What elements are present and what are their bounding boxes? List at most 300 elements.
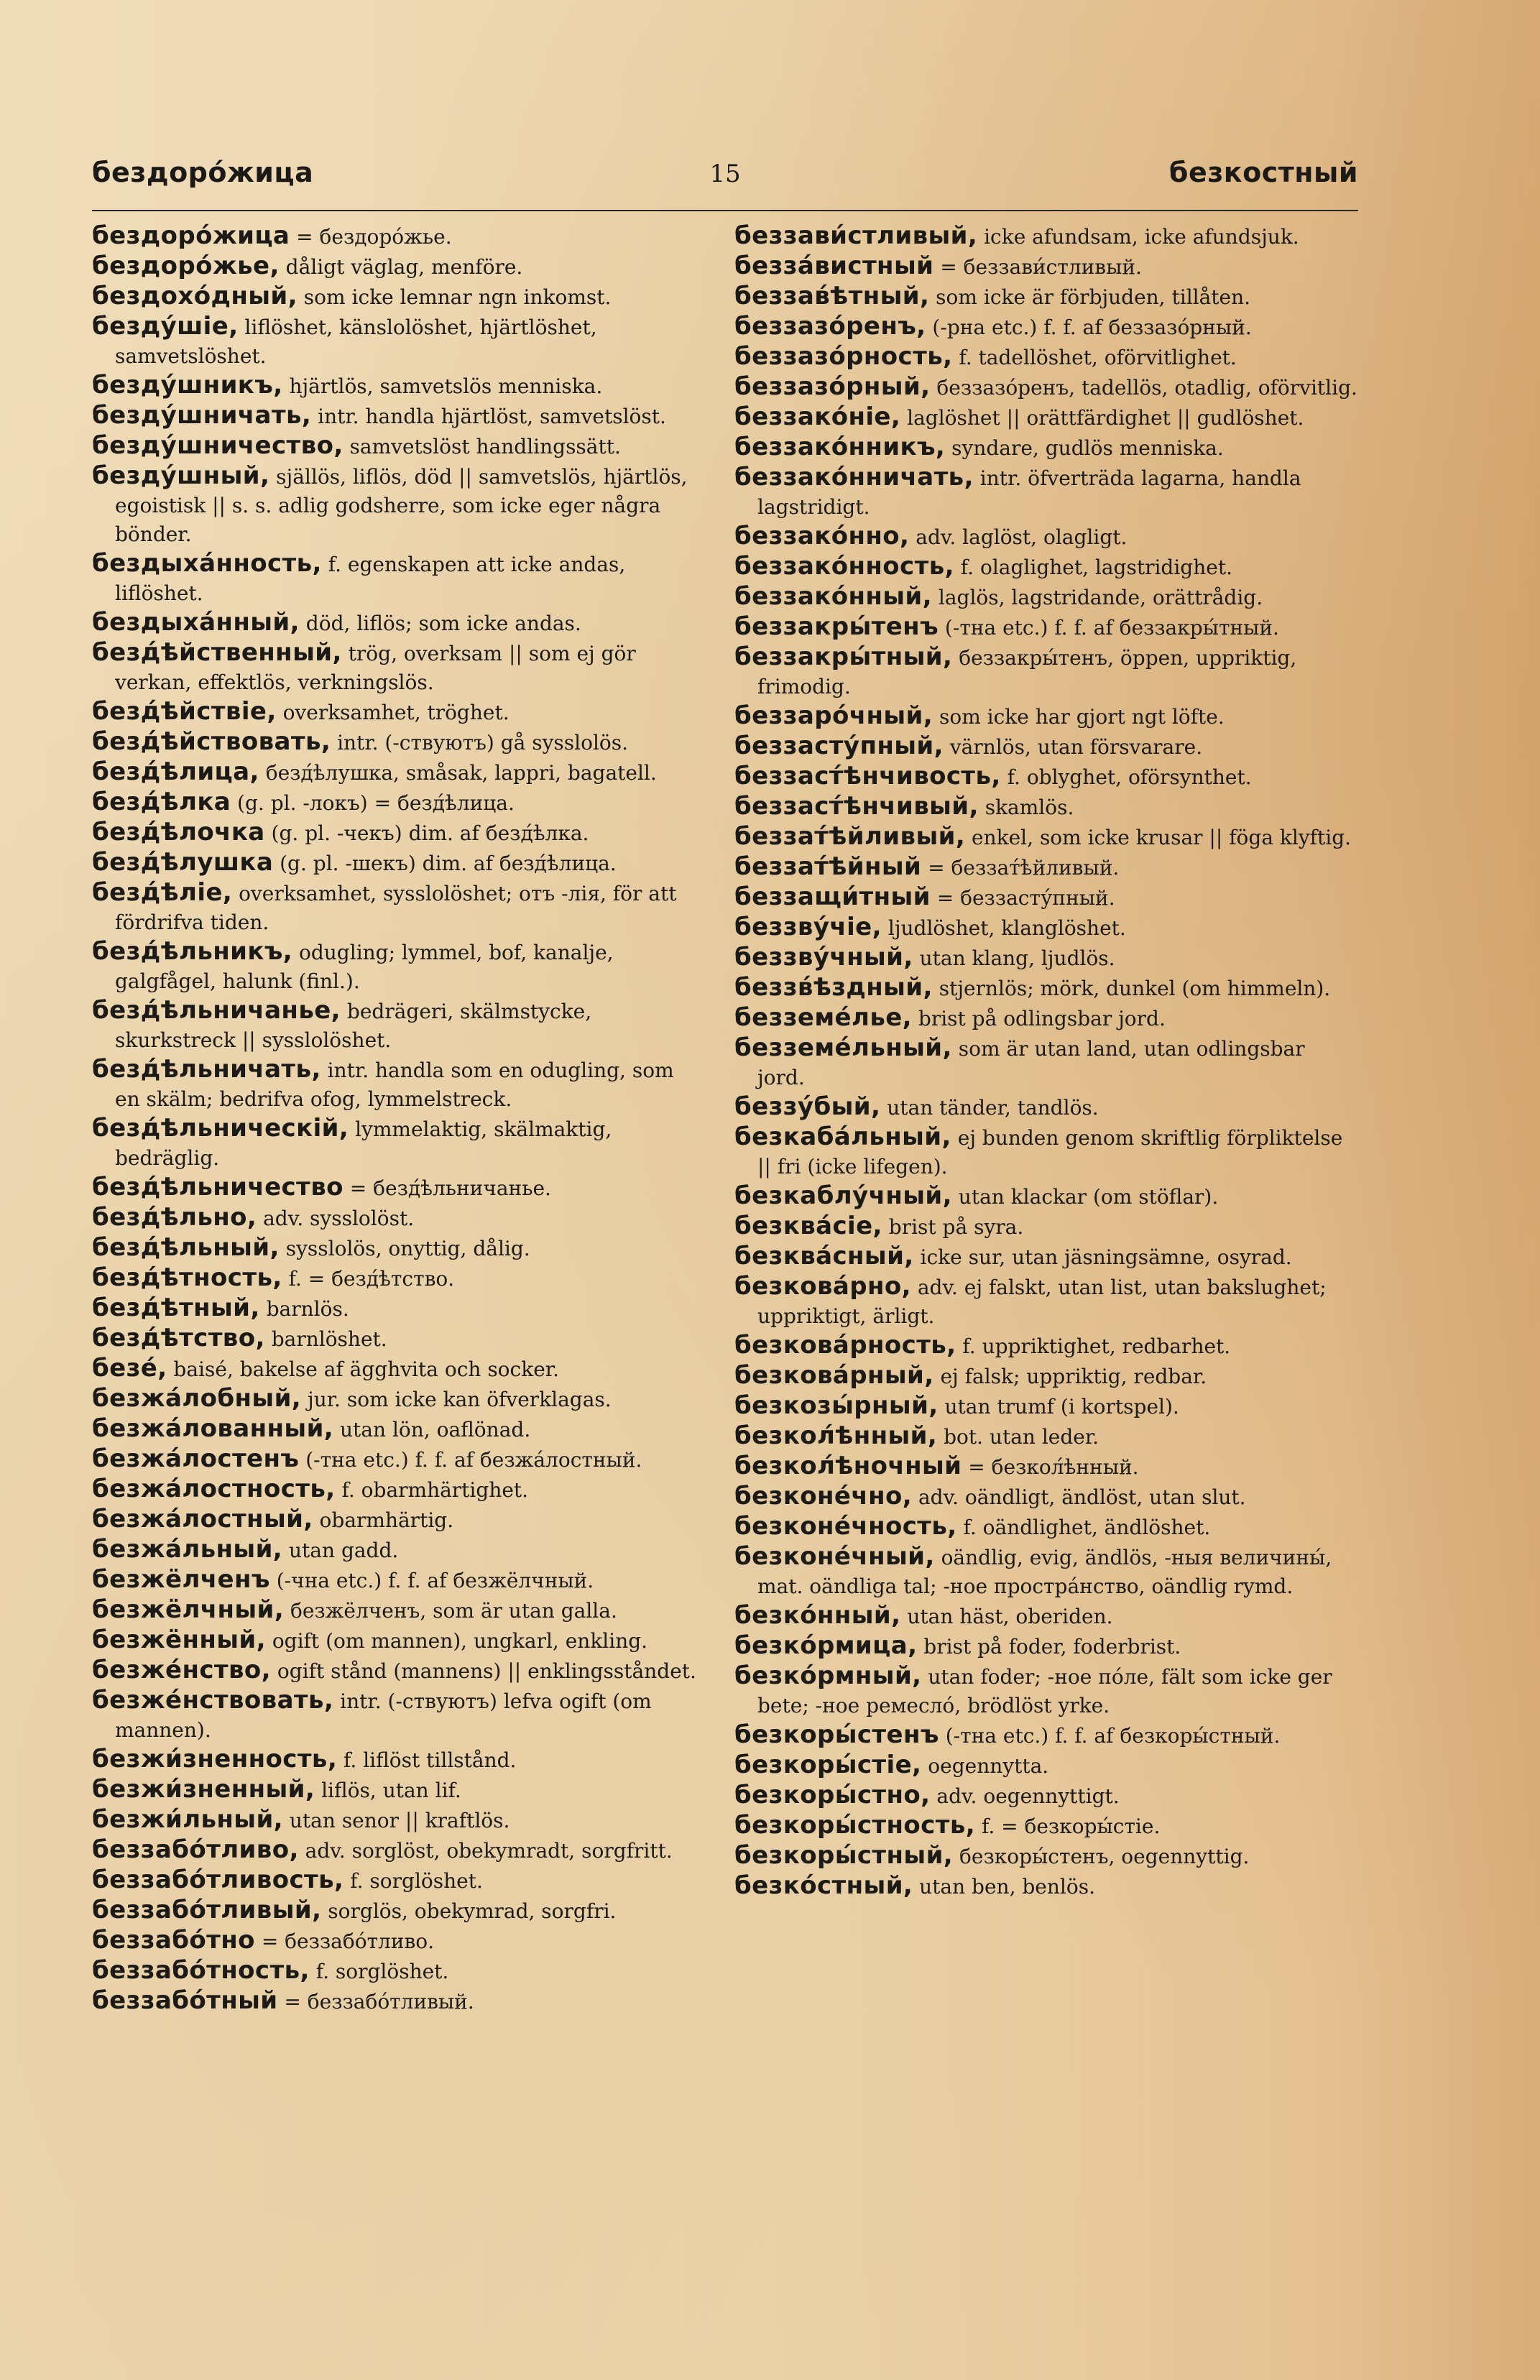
- dictionary-entry: [734, 552, 1358, 582]
- entry-headword: беззав́ѣтный,: [734, 282, 930, 310]
- entry-definition: barnlös.: [259, 1297, 349, 1321]
- dictionary-entry: [734, 1542, 1358, 1601]
- entry-definition: värnlös, utan försvarare.: [943, 735, 1203, 759]
- entry-definition: беззакры́тенъ, öppen, uppriktig, frimodig.: [757, 646, 1297, 698]
- entry-headword: беззв́ѣздный,: [734, 973, 933, 1002]
- entry-definition: adv. oändligt, ändlöst, utan slut.: [912, 1485, 1246, 1509]
- entry-definition: adv. sysslolöst.: [257, 1207, 415, 1230]
- dictionary-entry: [92, 1805, 703, 1835]
- entry-headword: безко́рмица,: [734, 1631, 918, 1660]
- entry-headword: безд́ѣйственный,: [92, 638, 342, 667]
- dictionary-entry: [734, 1272, 1358, 1331]
- entry-definition: (g. pl. -шекъ) dim. af безд́ѣлица.: [273, 852, 617, 875]
- dictionary-entry: [92, 848, 703, 878]
- entry-headword: беззако́ніе,: [734, 402, 901, 431]
- entry-headword: беззащи́тный: [734, 882, 931, 911]
- entry-definition: baisé, bakelse af ägghvita och socker.: [167, 1357, 559, 1381]
- running-header: [92, 157, 1358, 200]
- entry-headword: бездоро́жица: [92, 221, 290, 250]
- entry-definition: adv. ej falskt, utan list, utan bakslughet; uppriktigt, ärligt.: [757, 1276, 1327, 1328]
- entry-definition: = безд́ѣльничанье.: [343, 1176, 551, 1200]
- dictionary-entry: [92, 1686, 703, 1745]
- entry-definition: som icke lemnar ngn inkomst.: [297, 285, 612, 309]
- entry-headword: безд́ѣлица,: [92, 757, 259, 786]
- dictionary-entry: [92, 221, 703, 252]
- dictionary-entry: [734, 582, 1358, 612]
- entry-definition: f. uppriktighet, redbarhet.: [956, 1334, 1231, 1358]
- entry-headword: безжа́лостенъ: [92, 1444, 300, 1473]
- entry-definition: som är utan land, utan odlingsbar jord.: [757, 1037, 1305, 1089]
- entry-headword: безжи́зненность,: [92, 1745, 338, 1774]
- dictionary-entry: [92, 282, 703, 312]
- entry-headword: безжа́льный,: [92, 1535, 283, 1564]
- entry-headword: безко́стный,: [734, 1871, 913, 1900]
- entry-definition: f. oblyghet, oförsynthet.: [1000, 765, 1252, 789]
- entry-definition: f. sorglöshet.: [343, 1869, 483, 1893]
- entry-headword: беззако́нникъ,: [734, 433, 946, 461]
- entry-definition: brist på odlingsbar jord.: [912, 1007, 1166, 1030]
- dictionary-entry: [92, 461, 703, 549]
- entry-headword: беззабо́тливо,: [92, 1835, 299, 1864]
- entry-definition: liflöshet, känslolöshet, hjärtlöshet, samvetslöshet.: [115, 315, 597, 368]
- entry-headword: беззави́стливый,: [734, 221, 978, 250]
- dictionary-entry: [734, 1033, 1358, 1092]
- entry-headword: безконе́чность,: [734, 1512, 957, 1541]
- entry-headword: безкол́ѣнный,: [734, 1421, 938, 1450]
- entry-headword: безд́ѣйствіе,: [92, 697, 277, 726]
- entry-definition: = беззабо́тливый.: [277, 1990, 474, 2014]
- dictionary-entry: [734, 1391, 1358, 1421]
- entry-definition: barnlöshet.: [264, 1327, 387, 1351]
- dictionary-entry: [734, 433, 1358, 463]
- dictionary-entry: [92, 608, 703, 638]
- entry-definition: utan klang, ljudlös.: [913, 946, 1115, 970]
- entry-headword: безже́нство,: [92, 1656, 271, 1684]
- entry-definition: overksamhet, sysslolöshet; отъ -лія, för att fördrifva tiden.: [115, 882, 677, 934]
- entry-definition: (-тна etc.) f. f. af безкоры́стный.: [939, 1724, 1281, 1748]
- entry-definition: sorglös, obekymrad, sorgfri.: [321, 1899, 617, 1923]
- entry-headword: безжа́лостный,: [92, 1505, 313, 1533]
- entry-headword: безконе́чно,: [734, 1482, 913, 1510]
- entry-definition: laglöshet || orättfärdighet || gudlöshet.: [900, 406, 1304, 430]
- dictionary-entry: [734, 312, 1358, 342]
- dictionary-entry: [734, 522, 1358, 552]
- dictionary-entry: [92, 1384, 703, 1414]
- entry-definition: = бездоро́жье.: [290, 225, 452, 249]
- entry-headword: безкова́рность,: [734, 1331, 956, 1360]
- entry-headword: безква́сный,: [734, 1242, 914, 1270]
- dictionary-entry: [92, 1625, 703, 1656]
- entry-headword: безду́шничество,: [92, 431, 343, 460]
- dictionary-entry: [734, 1720, 1358, 1751]
- dictionary-entry: [734, 943, 1358, 973]
- entry-headword: беззако́нность,: [734, 552, 954, 581]
- dictionary-entry: [92, 1173, 703, 1203]
- dictionary-entry: [734, 463, 1358, 522]
- entry-headword: беззаро́чный,: [734, 701, 933, 730]
- entry-definition: ogift stånd (mannens) || enklingsståndet.: [271, 1659, 696, 1683]
- entry-definition: (-чна etc.) f. f. af безжёлчный.: [269, 1569, 594, 1592]
- dictionary-entry: [734, 342, 1358, 372]
- entry-definition: ej bunden genom skriftlig förpliktelse || fri (icke lifegen).: [757, 1126, 1343, 1179]
- entry-definition: oändlig, evig, ändlös, -ныя величины́, mat. oändliga tal; -ное простра́нство, oändlig rymd.: [757, 1546, 1332, 1598]
- entry-definition: sysslolös, onyttig, dålig.: [279, 1237, 530, 1260]
- entry-headword: бездыха́нный,: [92, 608, 300, 637]
- entry-headword: безд́ѣльничанье,: [92, 996, 341, 1025]
- entry-headword: безкоры́стный,: [734, 1841, 954, 1870]
- entry-headword: беззабо́тность,: [92, 1956, 310, 1985]
- entry-headword: безземе́льный,: [734, 1033, 952, 1062]
- entry-headword: беззу́бый,: [734, 1092, 881, 1121]
- dictionary-entry: [734, 1181, 1358, 1212]
- entry-definition: stjernlös; mörk, dunkel (om himmeln).: [932, 977, 1331, 1000]
- entry-headword: беззву́чный,: [734, 943, 913, 972]
- entry-headword: безжи́зненный,: [92, 1775, 315, 1804]
- entry-headword: безжа́лованный,: [92, 1414, 334, 1443]
- dictionary-entry: [734, 973, 1358, 1003]
- entry-headword: безконе́чный,: [734, 1542, 935, 1571]
- entry-headword: безкова́рно,: [734, 1272, 911, 1301]
- dictionary-entry: [734, 1331, 1358, 1361]
- entry-definition: = беззасту́пный.: [930, 886, 1115, 910]
- entry-definition: (g. pl. -локъ) = безд́ѣлица.: [231, 791, 515, 815]
- entry-headword: безкоры́стно,: [734, 1781, 931, 1809]
- entry-headword: безкоры́стность,: [734, 1811, 976, 1840]
- entry-definition: skamlös.: [978, 795, 1074, 819]
- entry-headword: бездоро́жье,: [92, 252, 280, 280]
- dictionary-entry: [734, 612, 1358, 642]
- dictionary-entry: [92, 1475, 703, 1505]
- entry-definition: безд́ѣлушка, småsak, lappri, bagatell.: [259, 761, 657, 785]
- entry-definition: adv. laglöst, olagligt.: [909, 525, 1128, 549]
- entry-headword: безд́ѣтность,: [92, 1263, 282, 1292]
- entry-headword: безд́ѣльническій,: [92, 1114, 349, 1143]
- entry-headword: безд́ѣлушка: [92, 848, 274, 877]
- entry-headword: безд́ѣтство,: [92, 1324, 265, 1352]
- entry-definition: adv. sorglöst, obekymradt, sorgfritt.: [298, 1839, 673, 1863]
- dictionary-entry: [734, 1871, 1358, 1901]
- dictionary-entry: [734, 1751, 1358, 1781]
- entry-headword: безд́ѣліе,: [92, 878, 233, 907]
- entry-headword: беззабо́тно: [92, 1926, 255, 1955]
- dictionary-entry: [92, 1354, 703, 1384]
- entry-headword: безкоры́стенъ: [734, 1720, 939, 1749]
- entry-definition: död, liflös; som icke andas.: [299, 612, 581, 635]
- entry-definition: ej falsk; uppriktig, redbar.: [933, 1365, 1207, 1388]
- dictionary-entry: [92, 937, 703, 996]
- entry-definition: icke afundsam, icke afundsjuk.: [977, 225, 1299, 249]
- dictionary-entry: [734, 1361, 1358, 1391]
- entry-headword: безду́шникъ,: [92, 371, 283, 400]
- dictionary-entry: [734, 1841, 1358, 1871]
- entry-definition: overksamhet, tröghet.: [276, 701, 510, 724]
- entry-definition: f. oändlighet, ändlöshet.: [956, 1516, 1211, 1539]
- dictionary-entry: [92, 1745, 703, 1775]
- entry-headword: безе́,: [92, 1354, 167, 1383]
- entry-definition: som icke är förbjuden, tillåten.: [929, 285, 1251, 309]
- entry-headword: безкаба́льный,: [734, 1122, 951, 1151]
- dictionary-entry: [92, 252, 703, 282]
- dictionary-entry: [734, 1661, 1358, 1720]
- dictionary-entry: [92, 1986, 703, 2016]
- dictionary-entry: [734, 1421, 1358, 1452]
- entry-definition: utan gadd.: [282, 1539, 399, 1562]
- entry-definition: dåligt väglag, menföre.: [279, 255, 523, 279]
- entry-definition: utan senor || kraftlös.: [283, 1809, 510, 1832]
- dictionary-entry: [92, 1114, 703, 1173]
- entry-headword: беззако́нничать,: [734, 463, 974, 492]
- header-left-headword: бездоро́жица: [92, 157, 314, 188]
- entry-headword: беззабо́тливый,: [92, 1896, 322, 1924]
- dictionary-entry: [92, 697, 703, 727]
- entry-headword: бездохо́дный,: [92, 282, 298, 310]
- entry-headword: беззаст́ѣнчивость,: [734, 762, 1001, 790]
- dictionary-entry: [734, 372, 1358, 402]
- entry-definition: (-тна etc.) f. f. af безжа́лостный.: [299, 1448, 642, 1472]
- entry-headword: беззако́нный,: [734, 582, 932, 611]
- entry-headword: безд́ѣлочка: [92, 818, 265, 847]
- dictionary-entry: [92, 996, 703, 1055]
- entry-definition: = безкол́ѣнный.: [962, 1455, 1139, 1479]
- entry-definition: adv. oegennyttigt.: [930, 1784, 1120, 1808]
- entry-definition: obarmhärtig.: [313, 1508, 454, 1532]
- dictionary-entry: [92, 1956, 703, 1986]
- dictionary-entry: [734, 852, 1358, 882]
- dictionary-entry: [92, 371, 703, 401]
- entry-definition: f. tadellöshet, oförvitlighet.: [952, 346, 1237, 369]
- header-right-headword: безкостный: [1168, 157, 1358, 188]
- page-number: 15: [709, 160, 741, 188]
- dictionary-entry: [734, 913, 1358, 943]
- entry-headword: беззазо́рность,: [734, 342, 953, 371]
- entry-definition: utan ben, benlös.: [913, 1875, 1095, 1899]
- entry-definition: = беззат́ѣйливый.: [921, 856, 1120, 880]
- dictionary-entry: [734, 1212, 1358, 1242]
- entry-headword: беззасту́пный,: [734, 732, 944, 760]
- entry-definition: безжёлченъ, som är utan galla.: [284, 1599, 617, 1623]
- entry-definition: ogift (om mannen), ungkarl, enkling.: [265, 1629, 648, 1653]
- entry-definition: (-тна etc.) f. f. af беззакры́тный.: [939, 616, 1279, 640]
- entry-headword: безд́ѣльный,: [92, 1233, 280, 1262]
- dictionary-entry: [734, 1092, 1358, 1122]
- entry-definition: f. sorglöshet.: [309, 1960, 449, 1983]
- entry-definition: utan tänder, tandlös.: [880, 1096, 1099, 1120]
- dictionary-entry: [734, 882, 1358, 913]
- dictionary-entry: [92, 312, 703, 371]
- dictionary-entry: [92, 1263, 703, 1293]
- entry-definition: (-рна etc.) f. f. af беззазо́рный.: [926, 315, 1252, 339]
- dictionary-entry: [734, 701, 1358, 732]
- entry-headword: беззакры́тный,: [734, 642, 953, 671]
- entry-definition: intr. handla som en odugling, som en skälm; bedrifva ofog, lymmelstreck.: [115, 1058, 674, 1111]
- entry-headword: безжи́льный,: [92, 1805, 283, 1834]
- entry-definition: utan häst, oberiden.: [900, 1605, 1113, 1628]
- entry-definition: lymmelaktig, skälmaktig, bedräglig.: [115, 1117, 612, 1170]
- entry-headword: безжённый,: [92, 1625, 266, 1654]
- entry-definition: själlös, liflös, död || samvetslös, hjärtlös, egoistisk || s. s. adlig godsherre, som icke eger några bönder.: [115, 465, 688, 546]
- entry-definition: jur. som icke kan öfverklagas.: [301, 1388, 612, 1411]
- entry-definition: enkel, som icke krusar || föga klyftig.: [965, 826, 1352, 849]
- dictionary-entry: [734, 1512, 1358, 1542]
- entry-definition: utan lön, oaflönad.: [333, 1418, 531, 1442]
- dictionary-entry: [734, 792, 1358, 822]
- entry-headword: безкозы́рный,: [734, 1391, 939, 1420]
- dictionary-entry: [92, 431, 703, 461]
- entry-headword: безкова́рный,: [734, 1361, 934, 1390]
- entry-headword: беззазо́рный,: [734, 372, 931, 401]
- entry-headword: безза́вистный: [734, 252, 934, 280]
- dictionary-entry: [734, 642, 1358, 701]
- dictionary-entry: [734, 1781, 1358, 1811]
- dictionary-entry: [92, 1865, 703, 1896]
- dictionary-entry: [92, 549, 703, 608]
- entry-definition: utan foder; -ное по́ле, fält som icke ger bete; -ное ремесло́, brödlöst yrke.: [757, 1665, 1332, 1717]
- entry-definition: f. olaglighet, lagstridighet.: [954, 555, 1232, 579]
- dictionary-entry: [92, 878, 703, 937]
- entry-headword: безд́ѣлка: [92, 788, 231, 816]
- dictionary-entry: [92, 788, 703, 818]
- entry-definition: icke sur, utan jäsningsämne, osyrad.: [913, 1245, 1292, 1269]
- entry-definition: f. = безкоры́стіе.: [975, 1814, 1161, 1838]
- entry-definition: bot. utan leder.: [937, 1425, 1099, 1449]
- dictionary-entry: [734, 822, 1358, 852]
- entry-headword: безд́ѣльничество: [92, 1173, 343, 1201]
- entry-definition: (g. pl. -чекъ) dim. af безд́ѣлка.: [264, 821, 589, 845]
- dictionary-entry: [734, 252, 1358, 282]
- entry-definition: laglös, lagstridande, orättrådig.: [931, 586, 1263, 609]
- entry-definition: liflös, utan lif.: [315, 1779, 461, 1802]
- dictionary-entry: [734, 1631, 1358, 1661]
- entry-headword: безжа́лобный,: [92, 1384, 302, 1413]
- entry-headword: безду́шный,: [92, 461, 270, 490]
- entry-definition: безкоры́стенъ, oegennyttig.: [953, 1845, 1250, 1868]
- entry-headword: безжёлченъ: [92, 1565, 270, 1594]
- entry-headword: беззазо́ренъ,: [734, 312, 926, 341]
- entry-headword: безд́ѣльно,: [92, 1203, 257, 1232]
- entry-definition: = беззабо́тливо.: [254, 1929, 435, 1953]
- entry-definition: intr. öfverträda lagarna, handla lagstridigt.: [757, 466, 1301, 519]
- dictionary-entry: [734, 732, 1358, 762]
- dictionary-entry: [92, 1565, 703, 1595]
- entry-headword: беззаст́ѣнчивый,: [734, 792, 979, 821]
- entry-definition: oegennytta.: [921, 1754, 1049, 1778]
- entry-headword: беззакры́тенъ: [734, 612, 939, 641]
- entry-headword: безкол́ѣночный: [734, 1452, 962, 1480]
- entry-headword: беззако́нно,: [734, 522, 910, 550]
- dictionary-entry: [92, 1896, 703, 1926]
- entry-headword: безко́нный,: [734, 1601, 901, 1630]
- entry-headword: безкоры́стіе,: [734, 1751, 922, 1779]
- dictionary-entry: [92, 1505, 703, 1535]
- dictionary-entry: [734, 1811, 1358, 1841]
- entry-definition: brist på foder, foderbrist.: [917, 1635, 1181, 1659]
- dictionary-entry: [734, 1601, 1358, 1631]
- dictionary-entry: [92, 1324, 703, 1354]
- dictionary-entry: [92, 1233, 703, 1263]
- entry-headword: безд́ѣльничать,: [92, 1055, 321, 1084]
- dictionary-entry: [92, 638, 703, 697]
- entry-definition: intr. (-ствуютъ) lefva ogift (om mannen).: [115, 1689, 652, 1742]
- dictionary-entry: [92, 1595, 703, 1625]
- entry-definition: trög, overksam || som ej gör verkan, effektlös, verkningslös.: [115, 642, 636, 694]
- entry-headword: беззабо́тливость,: [92, 1865, 344, 1894]
- entry-headword: безква́сіе,: [734, 1212, 882, 1240]
- entry-definition: brist på syra.: [882, 1215, 1024, 1239]
- entry-definition: f. obarmhärtighet.: [335, 1478, 529, 1502]
- entry-definition: samvetslöst handlingssätt.: [343, 435, 621, 458]
- dictionary-entry: [92, 1203, 703, 1233]
- dictionary-entry: [92, 1775, 703, 1805]
- dictionary-entry: [92, 1835, 703, 1865]
- right-column: [734, 221, 1358, 1901]
- entry-headword: беззабо́тный: [92, 1986, 278, 2015]
- entry-definition: беззазо́ренъ, tadellös, otadlig, oförvitlig.: [930, 376, 1357, 400]
- entry-definition: hjärtlös, samvetslös menniska.: [282, 374, 603, 398]
- entry-headword: безду́шничать,: [92, 401, 312, 430]
- entry-definition: odugling; lymmel, bof, kanalje, galgfågel, halunk (finl.).: [115, 941, 614, 993]
- dictionary-entry: [92, 1444, 703, 1475]
- entry-definition: = беззави́стливый.: [933, 255, 1142, 279]
- dictionary-entry: [734, 221, 1358, 252]
- dictionary-entry: [92, 1656, 703, 1686]
- header-rule: [92, 210, 1358, 211]
- entry-definition: utan klackar (om stöflar).: [951, 1185, 1219, 1209]
- dictionary-entry: [734, 282, 1358, 312]
- entry-definition: syndare, gudlös menniska.: [945, 436, 1224, 460]
- dictionary-entry: [92, 1293, 703, 1324]
- entry-definition: ljudlöshet, klanglöshet.: [881, 916, 1126, 940]
- dictionary-entry: [734, 1452, 1358, 1482]
- entry-headword: безжа́лостность,: [92, 1475, 336, 1503]
- entry-headword: безд́ѣльникъ,: [92, 937, 293, 966]
- entry-definition: f. = безд́ѣтство.: [282, 1267, 455, 1291]
- dictionary-entry: [734, 1122, 1358, 1181]
- entry-definition: intr. (-ствуютъ) gå sysslolös.: [331, 731, 629, 755]
- entry-headword: безко́рмный,: [734, 1661, 922, 1690]
- entry-headword: безже́нствовать,: [92, 1686, 334, 1715]
- entry-definition: intr. handla hjärtlöst, samvetslöst.: [311, 405, 666, 428]
- entry-definition: f. liflöst tillstånd.: [337, 1748, 517, 1772]
- dictionary-entry: [92, 818, 703, 848]
- entry-definition: bedrägeri, skälmstycke, skurkstreck || sysslolöshet.: [115, 1000, 592, 1052]
- entry-definition: f. egenskapen att icke andas, liflöshet.: [115, 553, 626, 605]
- dictionary-entry: [734, 1003, 1358, 1033]
- entry-headword: безкаблу́чный,: [734, 1181, 952, 1210]
- entry-headword: безд́ѣтный,: [92, 1293, 260, 1322]
- dictionary-entry: [92, 757, 703, 788]
- entry-definition: som icke har gjort ngt löfte.: [933, 705, 1225, 729]
- entry-headword: безжёлчный,: [92, 1595, 285, 1624]
- entry-headword: безду́шіе,: [92, 312, 239, 341]
- entry-headword: беззат́ѣйный: [734, 852, 922, 881]
- left-column: [92, 221, 703, 2016]
- dictionary-entry: [734, 402, 1358, 433]
- dictionary-entry: [92, 1926, 703, 1956]
- entry-headword: безземе́лье,: [734, 1003, 912, 1032]
- entry-headword: безд́ѣйствовать,: [92, 727, 331, 756]
- dictionary-entry: [92, 1414, 703, 1444]
- entry-headword: беззву́чіе,: [734, 913, 882, 941]
- entry-definition: utan trumf (i kortspel).: [938, 1395, 1179, 1419]
- dictionary-entry: [92, 1055, 703, 1114]
- dictionary-entry: [92, 401, 703, 431]
- dictionary-entry: [92, 727, 703, 757]
- dictionary-entry: [734, 1482, 1358, 1512]
- entry-headword: бездыха́нность,: [92, 549, 322, 578]
- entry-headword: беззат́ѣйливый,: [734, 822, 966, 851]
- dictionary-entry: [734, 1242, 1358, 1272]
- dictionary-entry: [92, 1535, 703, 1565]
